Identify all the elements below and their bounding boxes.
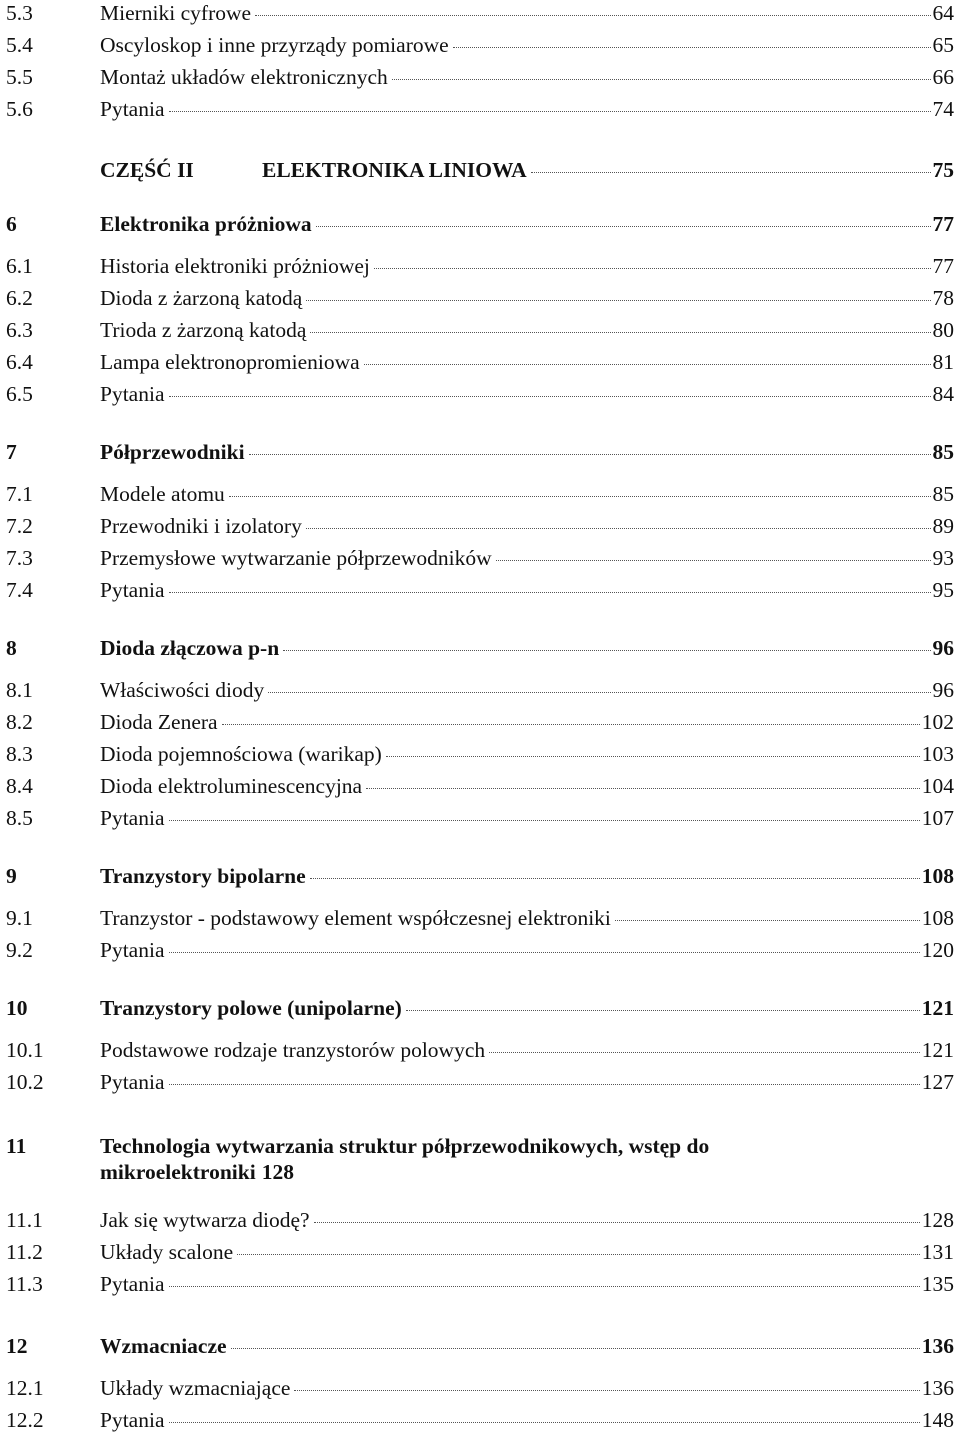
leader-dots xyxy=(489,1052,920,1053)
toc-entry[interactable] xyxy=(6,1037,954,1063)
entry-page-number: 108 xyxy=(921,864,954,888)
toc-entry[interactable] xyxy=(6,635,954,661)
entry-number: 11.2 xyxy=(6,1240,43,1264)
leader-dots xyxy=(283,650,930,651)
entry-page-number: 121 xyxy=(921,996,954,1020)
leader-dots xyxy=(169,111,931,112)
entry-title: Pytania xyxy=(100,97,165,121)
entry-page-number: 102 xyxy=(921,710,954,734)
entry-page-number: 127 xyxy=(921,1070,954,1094)
entry-page-number: 66 xyxy=(932,65,954,89)
entry-title: Pytania xyxy=(100,806,165,830)
leader-dots xyxy=(169,1084,920,1085)
entry-title: Układy scalone xyxy=(100,1240,234,1264)
entry-number: 5.3 xyxy=(6,1,33,25)
entry-number: 9.2 xyxy=(6,938,33,962)
entry-page-number: 96 xyxy=(932,678,954,702)
entry-number: 8.1 xyxy=(6,678,33,702)
entry-title: Pytania xyxy=(100,1408,165,1432)
entry-title-block xyxy=(100,1133,954,1185)
entry-title: Przemysłowe wytwarzanie półprzewodników xyxy=(100,546,492,570)
entry-page-number: 77 xyxy=(932,254,954,278)
leader-dots xyxy=(169,396,931,397)
entry-title: Dioda pojemnościowa (warikap) xyxy=(100,742,382,766)
entry-number: 11.1 xyxy=(6,1208,43,1232)
entry-title: Elektronika próżniowa xyxy=(100,212,312,236)
entry-title: Pytania xyxy=(100,578,165,602)
entry-title: Pytania xyxy=(100,382,165,406)
leader-dots xyxy=(255,15,930,16)
toc-entry[interactable] xyxy=(6,995,954,1021)
entry-number: 7 xyxy=(6,440,17,464)
toc-entry[interactable] xyxy=(6,709,954,735)
entry-page-number: 93 xyxy=(932,546,954,570)
entry-page-number: 131 xyxy=(921,1240,954,1264)
entry-title: Tranzystory bipolarne xyxy=(100,864,306,888)
part-title: ELEKTRONIKA LINIOWA xyxy=(262,158,527,182)
leader-dots xyxy=(249,454,931,455)
entry-title xyxy=(100,157,527,183)
entry-number: 11 xyxy=(6,1134,27,1158)
leader-dots xyxy=(364,364,931,365)
entry-page-number: 84 xyxy=(932,382,954,406)
entry-number: 6.4 xyxy=(6,350,33,374)
entry-number: 6.2 xyxy=(6,286,33,310)
toc-entry[interactable] xyxy=(6,96,954,122)
entry-number: 12 xyxy=(6,1334,28,1358)
entry-number: 8.4 xyxy=(6,774,33,798)
entry-page-number: 80 xyxy=(932,318,954,342)
entry-title: Montaż układów elektronicznych xyxy=(100,65,388,89)
entry-page-number: 136 xyxy=(921,1376,954,1400)
entry-title: Układy wzmacniające xyxy=(100,1376,291,1400)
leader-dots xyxy=(310,332,930,333)
leader-dots xyxy=(316,226,931,227)
toc-entry[interactable] xyxy=(6,285,954,311)
toc-entry[interactable] xyxy=(6,1239,954,1265)
toc-entry[interactable] xyxy=(6,157,954,183)
leader-dots xyxy=(231,1348,920,1349)
entry-number: 6.1 xyxy=(6,254,33,278)
toc-entry[interactable] xyxy=(6,1207,954,1233)
leader-dots xyxy=(268,692,930,693)
entry-page-number: 81 xyxy=(932,350,954,374)
entry-number: 8.3 xyxy=(6,742,33,766)
entry-title: Właściwości diody xyxy=(100,678,265,702)
entry-page-number: 136 xyxy=(921,1334,954,1358)
leader-dots xyxy=(615,920,920,921)
leader-dots xyxy=(366,788,920,789)
entry-title: Dioda Zenera xyxy=(100,710,218,734)
entry-number: 8.5 xyxy=(6,806,33,830)
entry-title: Wzmacniacze xyxy=(100,1334,227,1358)
toc-entry[interactable] xyxy=(6,773,954,799)
entry-title: Dioda elektroluminescencyjna xyxy=(100,774,363,798)
entry-page-number: 108 xyxy=(921,906,954,930)
entry-title: Pytania xyxy=(100,1070,165,1094)
leader-dots xyxy=(453,47,931,48)
entry-number: 10.1 xyxy=(6,1038,44,1062)
entry-title: Dioda z żarzoną katodą xyxy=(100,286,303,310)
entry-number: 5.4 xyxy=(6,33,33,57)
entry-page-number: 128 xyxy=(261,1160,294,1184)
entry-page-number: 64 xyxy=(932,1,954,25)
entry-title-continuation-line xyxy=(100,1159,954,1185)
toc-entry[interactable] xyxy=(6,439,954,465)
toc-entry[interactable] xyxy=(6,905,954,931)
entry-page-number: 74 xyxy=(932,97,954,121)
toc-entry[interactable] xyxy=(6,1375,954,1401)
entry-page-number: 89 xyxy=(932,514,954,538)
entry-title: Oscyloskop i inne przyrządy pomiarowe xyxy=(100,33,449,57)
entry-number: 12.2 xyxy=(6,1408,44,1432)
entry-title: Tranzystory polowe (unipolarne) xyxy=(100,996,402,1020)
entry-number: 7.4 xyxy=(6,578,33,602)
part-label: CZĘŚĆ II xyxy=(100,158,194,182)
entry-page-number: 148 xyxy=(921,1408,954,1432)
leader-dots xyxy=(306,528,931,529)
entry-title: Dioda złączowa p-n xyxy=(100,636,280,660)
toc-entry[interactable] xyxy=(6,64,954,90)
toc-entry[interactable] xyxy=(6,513,954,539)
toc-entry[interactable] xyxy=(6,481,954,507)
leader-dots xyxy=(169,592,931,593)
entry-page-number: 96 xyxy=(932,636,954,660)
entry-number: 7.1 xyxy=(6,482,33,506)
entry-page-number: 121 xyxy=(921,1038,954,1062)
toc-entry[interactable] xyxy=(6,349,954,375)
toc-entry[interactable] xyxy=(6,1271,954,1297)
toc-entry[interactable] xyxy=(6,1133,954,1185)
toc-entry[interactable] xyxy=(6,1069,954,1095)
entry-page-number: 77 xyxy=(932,212,954,236)
entry-title: Podstawowe rodzaje tranzystorów polowych xyxy=(100,1038,486,1062)
toc-entry[interactable] xyxy=(6,0,954,26)
entry-page-number: 103 xyxy=(921,742,954,766)
leader-dots xyxy=(169,1422,920,1423)
entry-number: 6.5 xyxy=(6,382,33,406)
leader-dots xyxy=(496,560,931,561)
leader-dots xyxy=(374,268,931,269)
entry-page-number: 75 xyxy=(932,158,954,182)
toc-entry[interactable] xyxy=(6,577,954,603)
leader-dots xyxy=(406,1010,920,1011)
leader-dots xyxy=(314,1222,920,1223)
entry-page-number: 85 xyxy=(932,482,954,506)
entry-title: Lampa elektronopromieniowa xyxy=(100,350,360,374)
entry-number: 11.3 xyxy=(6,1272,43,1296)
entry-page-number: 95 xyxy=(932,578,954,602)
leader-dots xyxy=(222,724,920,725)
entry-page-number: 104 xyxy=(921,774,954,798)
leader-dots xyxy=(229,496,931,497)
entry-title: Pytania xyxy=(100,938,165,962)
leader-dots xyxy=(169,820,920,821)
entry-number: 6 xyxy=(6,212,17,236)
toc-entry[interactable] xyxy=(6,317,954,343)
leader-dots xyxy=(386,756,920,757)
entry-number: 5.6 xyxy=(6,97,33,121)
toc-entry[interactable] xyxy=(6,1333,954,1359)
entry-title: Technologia wytwarzania struktur półprzewodnikowych, wstęp do xyxy=(100,1134,710,1158)
entry-number: 8.2 xyxy=(6,710,33,734)
entry-page-number: 128 xyxy=(921,1208,954,1232)
entry-page-number: 85 xyxy=(932,440,954,464)
toc-entry[interactable] xyxy=(6,937,954,963)
toc-entry[interactable] xyxy=(6,32,954,58)
entry-number: 12.1 xyxy=(6,1376,44,1400)
toc-entry[interactable] xyxy=(6,805,954,831)
entry-number: 9 xyxy=(6,864,17,888)
toc-entry[interactable] xyxy=(6,863,954,889)
entry-number: 5.5 xyxy=(6,65,33,89)
entry-title: Trioda z żarzoną katodą xyxy=(100,318,307,342)
leader-dots xyxy=(310,878,920,879)
leader-dots xyxy=(294,1390,919,1391)
toc-entry[interactable] xyxy=(6,381,954,407)
entry-page-number: 65 xyxy=(932,33,954,57)
entry-title: Półprzewodniki xyxy=(100,440,245,464)
entry-title: Modele atomu xyxy=(100,482,225,506)
leader-dots xyxy=(237,1254,920,1255)
toc-entry[interactable] xyxy=(6,677,954,703)
entry-page-number: 135 xyxy=(921,1272,954,1296)
entry-page-number: 107 xyxy=(921,806,954,830)
entry-title: Pytania xyxy=(100,1272,165,1296)
entry-title: Tranzystor - podstawowy element współczesnej elektroniki xyxy=(100,906,611,930)
entry-number: 10.2 xyxy=(6,1070,44,1094)
entry-number: 7.2 xyxy=(6,514,33,538)
leader-dots xyxy=(306,300,930,301)
entry-page-number: 120 xyxy=(921,938,954,962)
entry-title: Przewodniki i izolatory xyxy=(100,514,302,538)
entry-title: Jak się wytwarza diodę? xyxy=(100,1208,310,1232)
entry-number: 8 xyxy=(6,636,17,660)
toc-entry[interactable] xyxy=(6,741,954,767)
entry-number: 10 xyxy=(6,996,28,1020)
leader-dots xyxy=(169,1286,920,1287)
toc-entry[interactable] xyxy=(6,253,954,279)
toc-entry[interactable] xyxy=(6,545,954,571)
entry-title: Historia elektroniki próżniowej xyxy=(100,254,370,278)
leader-dots xyxy=(169,952,920,953)
entry-number: 6.3 xyxy=(6,318,33,342)
leader-dots xyxy=(531,172,931,173)
toc-entry[interactable] xyxy=(6,211,954,237)
entry-page-number: 78 xyxy=(932,286,954,310)
entry-number: 7.3 xyxy=(6,546,33,570)
toc-entry[interactable] xyxy=(6,1407,954,1433)
leader-dots xyxy=(392,79,931,80)
entry-title-continued: mikroelektroniki xyxy=(100,1160,256,1184)
entry-number: 9.1 xyxy=(6,906,33,930)
entry-title: Mierniki cyfrowe xyxy=(100,1,252,25)
